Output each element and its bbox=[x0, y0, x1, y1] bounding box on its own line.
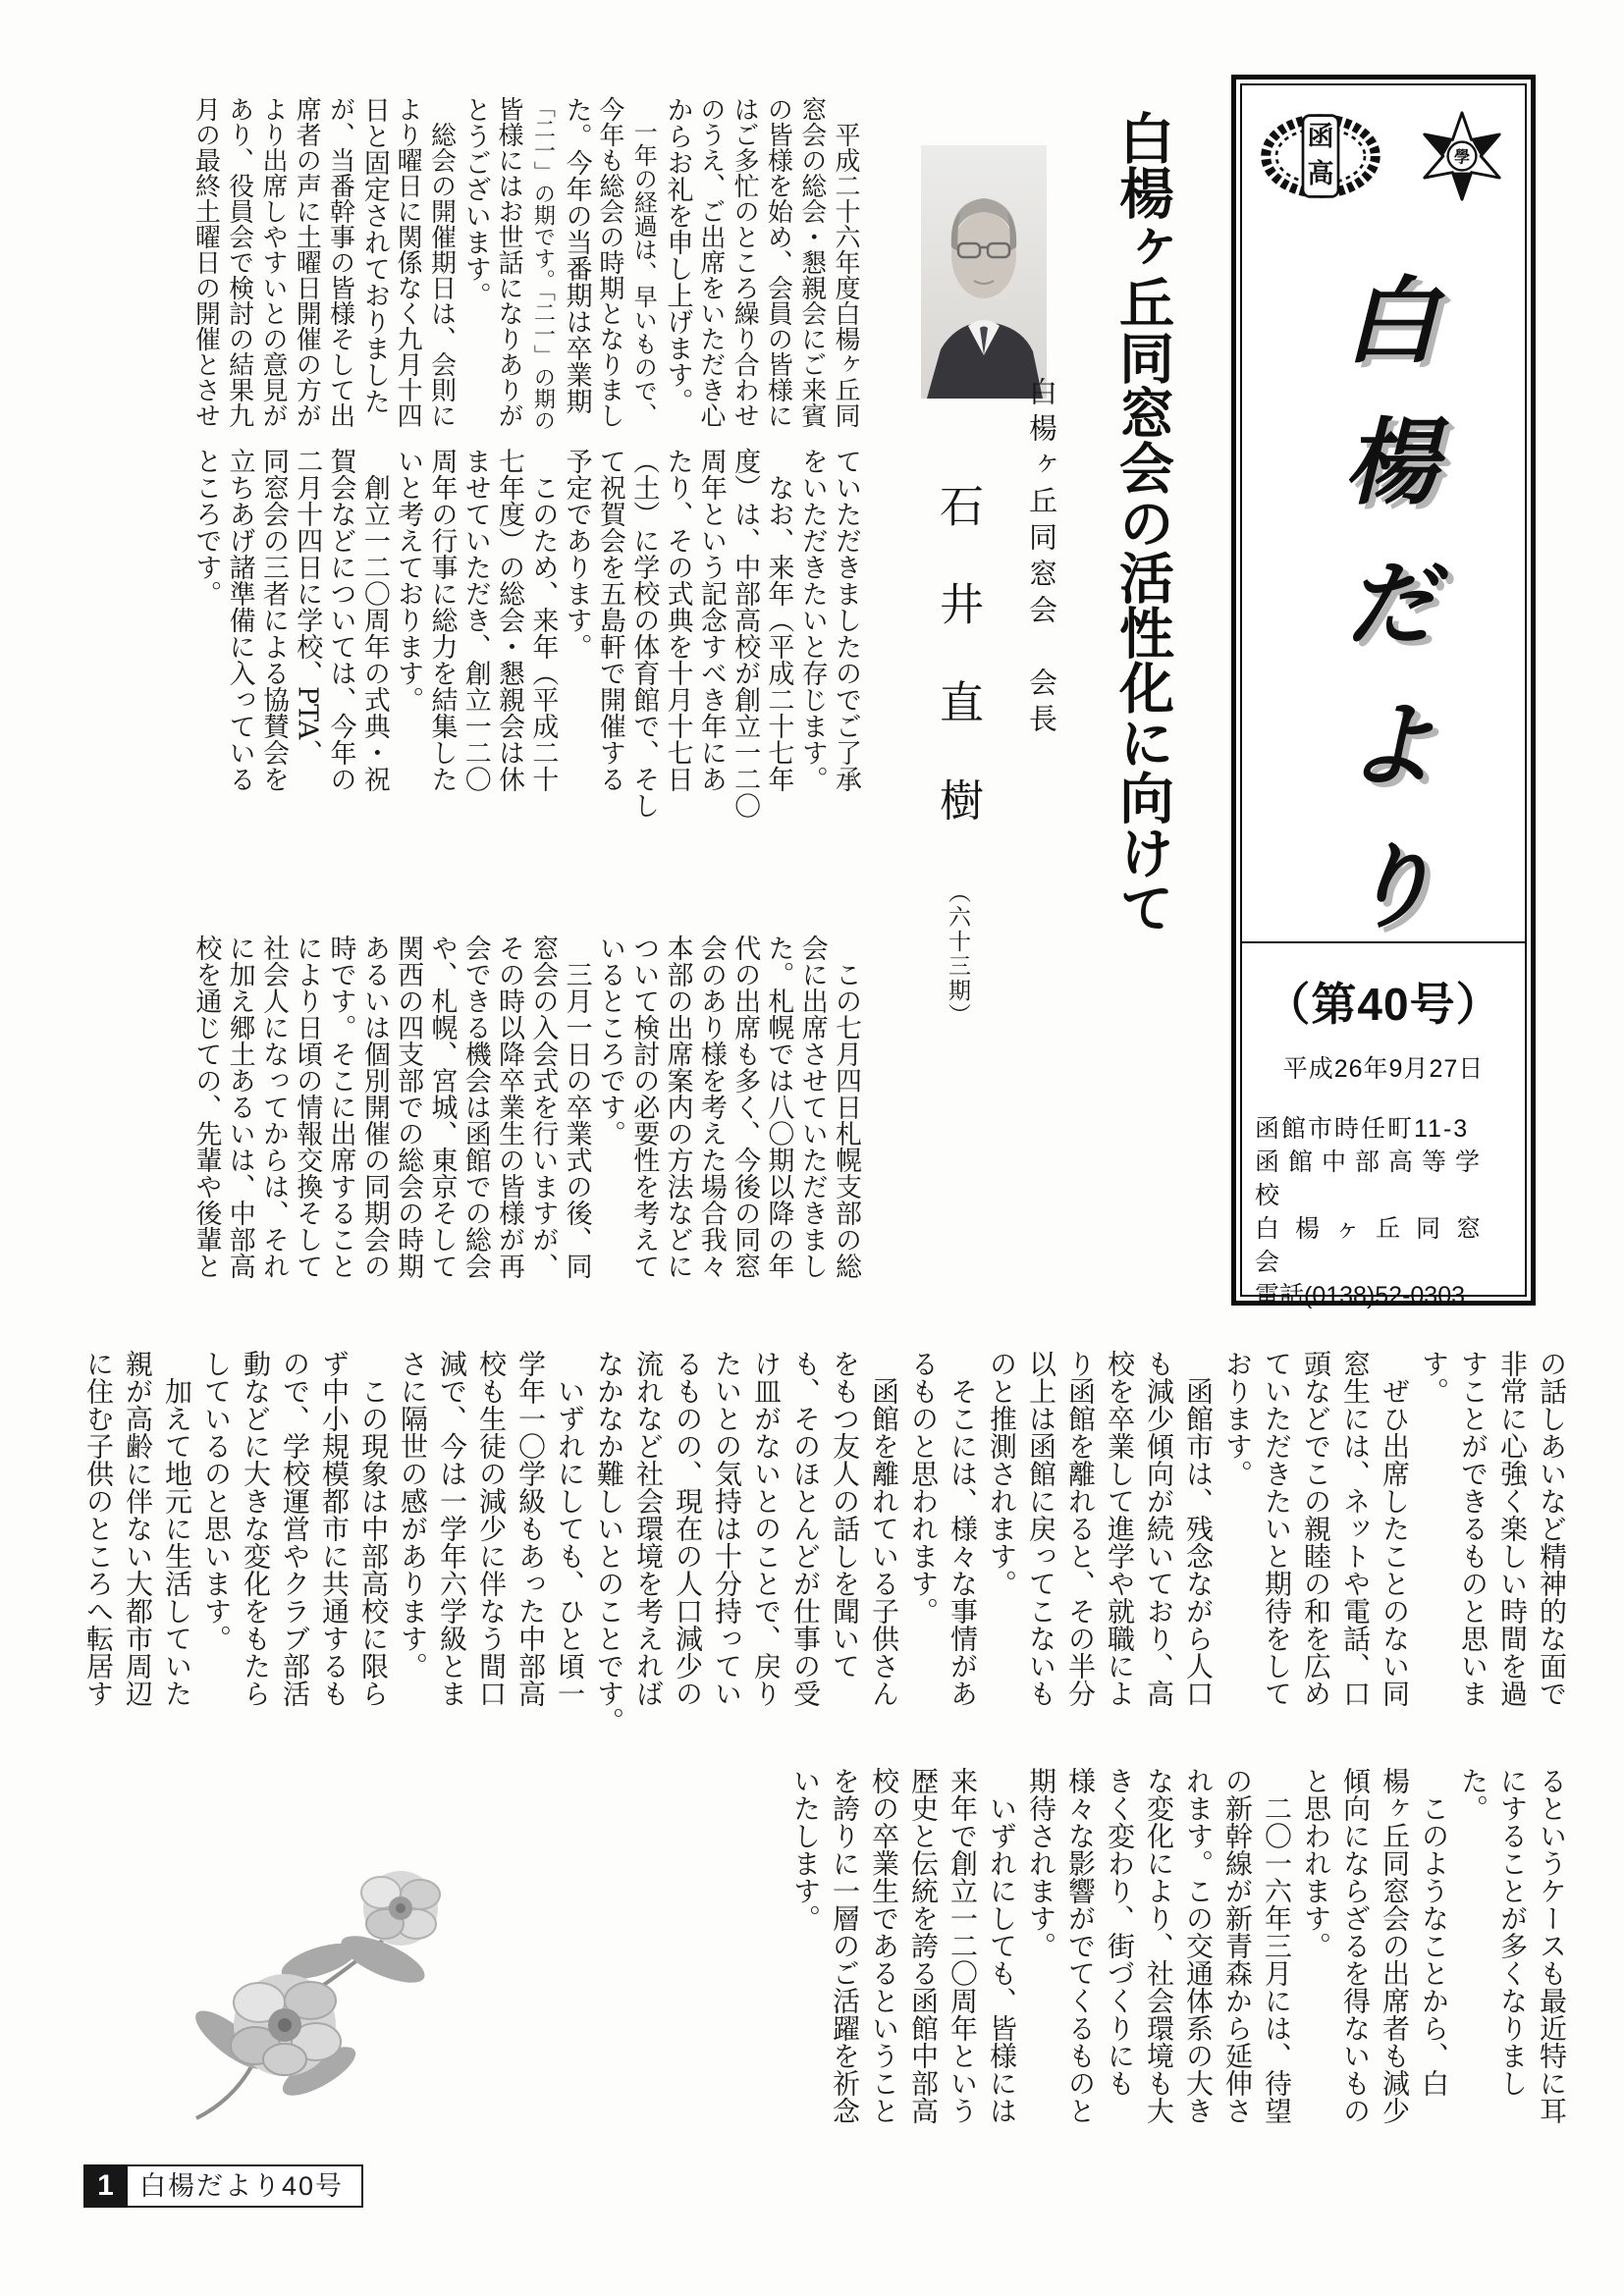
text-column: 同窓会の三者による協賛会を bbox=[257, 448, 289, 792]
text-column: も減少傾向が続いており、高 bbox=[1143, 1350, 1175, 1707]
text-column: のと推測されます。 bbox=[986, 1350, 1018, 1597]
body-text-block-2 bbox=[188, 448, 862, 842]
text-column: 社会人になってからは、それ bbox=[257, 934, 289, 1279]
text-column: が、当番幹事の皆様そして出 bbox=[325, 96, 355, 428]
publisher-address bbox=[1242, 1112, 1525, 1312]
author-class-year: （六十三期） bbox=[945, 881, 970, 1029]
text-column: と思われます。 bbox=[1300, 1767, 1332, 1959]
text-column: の話しあいなど精神的な面で bbox=[1536, 1350, 1568, 1707]
address-line: 函館市時任町11-3 bbox=[1255, 1115, 1470, 1143]
svg-text:學: 學 bbox=[1453, 147, 1470, 167]
text-column: 代の出席も多く、今後の同窓 bbox=[730, 934, 761, 1279]
text-column: 皆様にはお世話になりありが bbox=[494, 96, 524, 428]
issue-number: （第40号） bbox=[1265, 979, 1502, 1030]
text-column: 親が高齢に伴ない大都市周辺 bbox=[122, 1350, 154, 1707]
text-column: （土）に学校の体育館で、そし bbox=[628, 448, 660, 819]
text-column: 三月一日の卒業式の後、同 bbox=[561, 934, 592, 1279]
text-column: あり、役員会で検討の結果九 bbox=[224, 96, 254, 428]
text-column: からお礼を申し上げます。 bbox=[662, 96, 693, 414]
text-column: け皿がないとのことで、戻り bbox=[750, 1350, 783, 1707]
text-column: 校も生徒の減少に伴なう間口 bbox=[475, 1350, 508, 1707]
text-column: をいただきたいと存じます。 bbox=[796, 448, 828, 792]
text-column: 窓会の総会・懇親会にご来賓 bbox=[796, 96, 827, 428]
text-column: 度）は、中部高校が創立一二〇 bbox=[730, 448, 761, 819]
text-column: ず中小規模都市に共通するも bbox=[318, 1350, 351, 1707]
text-column: 期待されます。 bbox=[1025, 1767, 1057, 1959]
text-column: た。 bbox=[1457, 1767, 1489, 1822]
text-column: このようなことから、白 bbox=[1418, 1767, 1450, 2097]
text-column: 平成二十六年度白楊ヶ丘同 bbox=[831, 96, 860, 428]
text-column: ところです。 bbox=[190, 448, 222, 607]
school-star-icon bbox=[1415, 109, 1509, 203]
text-column: すことができるものと思いま bbox=[1457, 1350, 1489, 1707]
text-column: るものの、現在の人口減少の bbox=[672, 1350, 704, 1707]
body-text-block-3 bbox=[188, 934, 862, 1308]
text-column: いずれにしても、皆様には bbox=[986, 1767, 1018, 2124]
text-column: このため、来年（平成二十 bbox=[527, 448, 559, 792]
text-column: いたします。 bbox=[789, 1767, 822, 1932]
text-column: た。今年の当番期は卒業期 bbox=[561, 96, 592, 414]
text-column: しているのと思います。 bbox=[200, 1350, 233, 1652]
body-text-block-4 bbox=[79, 1350, 1571, 1735]
text-column: て祝賀会を五島軒で開催する bbox=[594, 448, 625, 792]
text-column: 歴史と伝統を誇る函館中部高 bbox=[907, 1767, 940, 2124]
address-line: 函館中部高等学校 bbox=[1255, 1148, 1489, 1209]
text-column: るものと思われます。 bbox=[907, 1350, 940, 1625]
text-column: なお、来年（平成二十七年 bbox=[763, 448, 794, 792]
text-column: より曜日に関係なく九月十四 bbox=[393, 96, 423, 428]
body-text-block-5 bbox=[785, 1767, 1571, 2160]
text-column: 学年一〇学級もあった中部高 bbox=[514, 1350, 547, 1707]
text-column: いずれにしても、ひと頃一 bbox=[554, 1350, 586, 1707]
text-column: ので、学校運営やクラブ部活 bbox=[279, 1350, 311, 1707]
text-column: 日と固定されておりました bbox=[358, 96, 390, 414]
text-column: さに隔世の感があります。 bbox=[397, 1350, 429, 1680]
author-photo bbox=[921, 145, 1047, 399]
text-column: なかなか難しいとのことです。 bbox=[593, 1350, 625, 1735]
camellia-illustration bbox=[137, 1814, 550, 2128]
text-column: ついて検討の必要性を考えて bbox=[628, 934, 660, 1279]
text-column: 総会の開催期日は、会則に bbox=[426, 96, 457, 428]
portrait-illustration bbox=[921, 145, 1047, 399]
text-column: ていただきましたのでご了承 bbox=[831, 448, 861, 792]
page-number-badge: 1 bbox=[83, 2164, 128, 2208]
text-column: るというケースも最近特に耳 bbox=[1536, 1767, 1568, 2124]
text-column: たいとの気持は十分持ってい bbox=[711, 1350, 743, 1707]
text-column: 今年も総会の時期となりまし bbox=[594, 96, 624, 428]
text-column: のうえ、ご出席をいただき心 bbox=[695, 96, 726, 428]
text-column: 時です。そこに出席すること bbox=[325, 934, 356, 1279]
text-column: 窓生には、ネットや電話、口 bbox=[1339, 1350, 1372, 1707]
text-column: 「二一」の期です。「二一」の期の bbox=[530, 96, 556, 431]
text-column: に加え郷土あるいは、中部高 bbox=[224, 934, 255, 1279]
text-column: ぜひ出席したことのない同 bbox=[1379, 1350, 1411, 1707]
text-column: 周年という記念すべき年にあ bbox=[695, 448, 727, 792]
text-column: にすることが多くなりまし bbox=[1496, 1767, 1529, 2097]
text-column: とうございます。 bbox=[460, 96, 491, 308]
text-column: や、札幌、宮城、東京そして bbox=[426, 934, 458, 1279]
text-column: 会に出席させていただきまし bbox=[796, 934, 828, 1279]
text-column: 七年度）の総会・懇親会は休 bbox=[494, 448, 525, 792]
text-column: 校の卒業生であるということ bbox=[868, 1767, 900, 2124]
text-column: 予定であります。 bbox=[561, 448, 592, 660]
text-column: も、そのほとんどが仕事の受 bbox=[789, 1350, 822, 1707]
text-column: 以上は函館に戻ってこないも bbox=[1025, 1350, 1057, 1707]
camellia-svg bbox=[137, 1814, 550, 2128]
newsletter-title: 白楊だより bbox=[1328, 271, 1439, 978]
author-organization: 白楊ヶ丘同窓会 会長 bbox=[1025, 377, 1058, 740]
text-column: の皆様を始め、会員の皆様に bbox=[763, 96, 793, 428]
text-column: ませていただき、創立一二〇 bbox=[460, 448, 491, 792]
text-column: そこには、様々な事情があ bbox=[947, 1350, 979, 1707]
author-name bbox=[923, 483, 992, 1278]
text-column: により日頃の情報交換そして bbox=[292, 934, 323, 1279]
address-line: 白楊ヶ丘同窓会 bbox=[1255, 1215, 1497, 1276]
text-column: 動などに大きな変化をもたら bbox=[240, 1350, 272, 1707]
text-column: 函館市は、残念ながら人口 bbox=[1182, 1350, 1215, 1707]
text-column: 会できる機会は函館での総会 bbox=[460, 934, 491, 1279]
text-column: 周年の行事に総力を結集した bbox=[426, 448, 458, 792]
text-column: 創立一二〇周年の式典・祝 bbox=[358, 448, 390, 792]
text-column: に住む子供のところへ転居す bbox=[82, 1350, 115, 1707]
issue-date: 平成26年9月27日 bbox=[1282, 1055, 1485, 1083]
masthead-inner-frame bbox=[1240, 83, 1527, 1309]
text-column: この七月四日札幌支部の総 bbox=[831, 934, 861, 1279]
text-column: 傾向にならざるを得ないもの bbox=[1339, 1767, 1372, 2124]
text-column: 減で、今は一学年六学級とま bbox=[436, 1350, 468, 1707]
text-column: す。 bbox=[1418, 1350, 1450, 1405]
school-crest-icon bbox=[1259, 111, 1382, 201]
text-column: 校を通じての、先輩や後輩と bbox=[190, 934, 222, 1279]
text-column: たり、その式典を十月十七日 bbox=[662, 448, 693, 792]
camellia-bloom-small bbox=[361, 1871, 440, 1946]
text-column: きく変わり、街づくりにも bbox=[1104, 1767, 1136, 2097]
text-column: 関西の四支部での総会の時期 bbox=[393, 934, 424, 1279]
text-column: 校を卒業して進学や就職によ bbox=[1104, 1350, 1136, 1707]
text-column: 様々な影響がでてくるものと bbox=[1064, 1767, 1097, 2124]
text-column: れます。この交通体系の大き bbox=[1182, 1767, 1215, 2124]
text-column: 来年で創立一二〇周年という bbox=[947, 1767, 979, 2124]
text-column: た。札幌では八〇期以降の年 bbox=[763, 934, 794, 1279]
text-column: 楊ヶ丘同窓会の出席者も減少 bbox=[1379, 1767, 1411, 2124]
text-column: を誇りに一層のご活躍を祈念 bbox=[829, 1767, 861, 2124]
text-column: 窓会の入会式を行いますが、 bbox=[527, 934, 559, 1279]
masthead-box bbox=[1231, 75, 1536, 1309]
article-headline: 白楊ヶ丘同窓会の活性化に向けて bbox=[1110, 110, 1175, 934]
author-name-text: 石井直樹 bbox=[932, 483, 984, 876]
text-column: 立ちあげ諸準備に入っている bbox=[224, 448, 255, 792]
text-column: の新幹線が新青森から延伸さ bbox=[1221, 1767, 1254, 2124]
text-column: ていただきたいと期待をして bbox=[1261, 1350, 1293, 1707]
text-column: 会のあり様を考えた場合我々 bbox=[695, 934, 727, 1279]
text-column: いるところです。 bbox=[594, 934, 625, 1147]
text-column: 本部の出席案内の方法などに bbox=[662, 934, 693, 1279]
text-column: おります。 bbox=[1221, 1350, 1254, 1487]
text-column: 二〇一六年三月には、待望 bbox=[1261, 1767, 1293, 2124]
text-column: 月の最終土曜日の開催とさせ bbox=[190, 96, 221, 428]
text-column: より出席しやすいとの意見が bbox=[257, 96, 288, 428]
text-column: はご多忙のところ繰り合わせ bbox=[730, 96, 760, 428]
masthead-logos bbox=[1242, 109, 1525, 203]
svg-text:高: 高 bbox=[1307, 159, 1333, 188]
text-column: この現象は中部高校に限ら bbox=[357, 1350, 390, 1707]
text-column: その時以降卒業生の皆様が再 bbox=[494, 934, 525, 1279]
phone-line: 電話(0138)52-0303 bbox=[1255, 1282, 1466, 1309]
text-column: 二月十四日に学校、PTA、 bbox=[292, 448, 323, 767]
text-column: いと考えております。 bbox=[393, 448, 424, 713]
svg-text:函: 函 bbox=[1307, 122, 1333, 152]
masthead-info bbox=[1242, 943, 1525, 1309]
body-text-block-1 bbox=[188, 96, 862, 430]
text-column: 席者の声に土曜日開催の方が bbox=[292, 96, 322, 428]
text-column: あるいは個別開催の同期会の bbox=[358, 934, 390, 1279]
page-footer bbox=[83, 2164, 363, 2208]
text-column: 頭などでこの親睦の和を広め bbox=[1300, 1350, 1332, 1707]
footer-label: 白楊だより40号 bbox=[128, 2164, 363, 2208]
text-column: な変化により、社会環境も大 bbox=[1143, 1767, 1175, 2124]
text-column: 加えて地元に生活していた bbox=[161, 1350, 193, 1707]
text-column: 流れなど社会環境を考えれば bbox=[632, 1350, 665, 1707]
text-column: 非常に心強く楽しい時間を過 bbox=[1496, 1350, 1529, 1707]
text-column: 函館を離れている子供さん bbox=[868, 1350, 900, 1707]
text-column: をもつ友人の話しを聞いて bbox=[829, 1350, 861, 1680]
text-column: 賀会などについては、今年の bbox=[325, 448, 356, 792]
text-column: り函館を離れると、その半分 bbox=[1064, 1350, 1097, 1707]
text-column: 一年の経過は、早いもので、 bbox=[629, 96, 658, 426]
